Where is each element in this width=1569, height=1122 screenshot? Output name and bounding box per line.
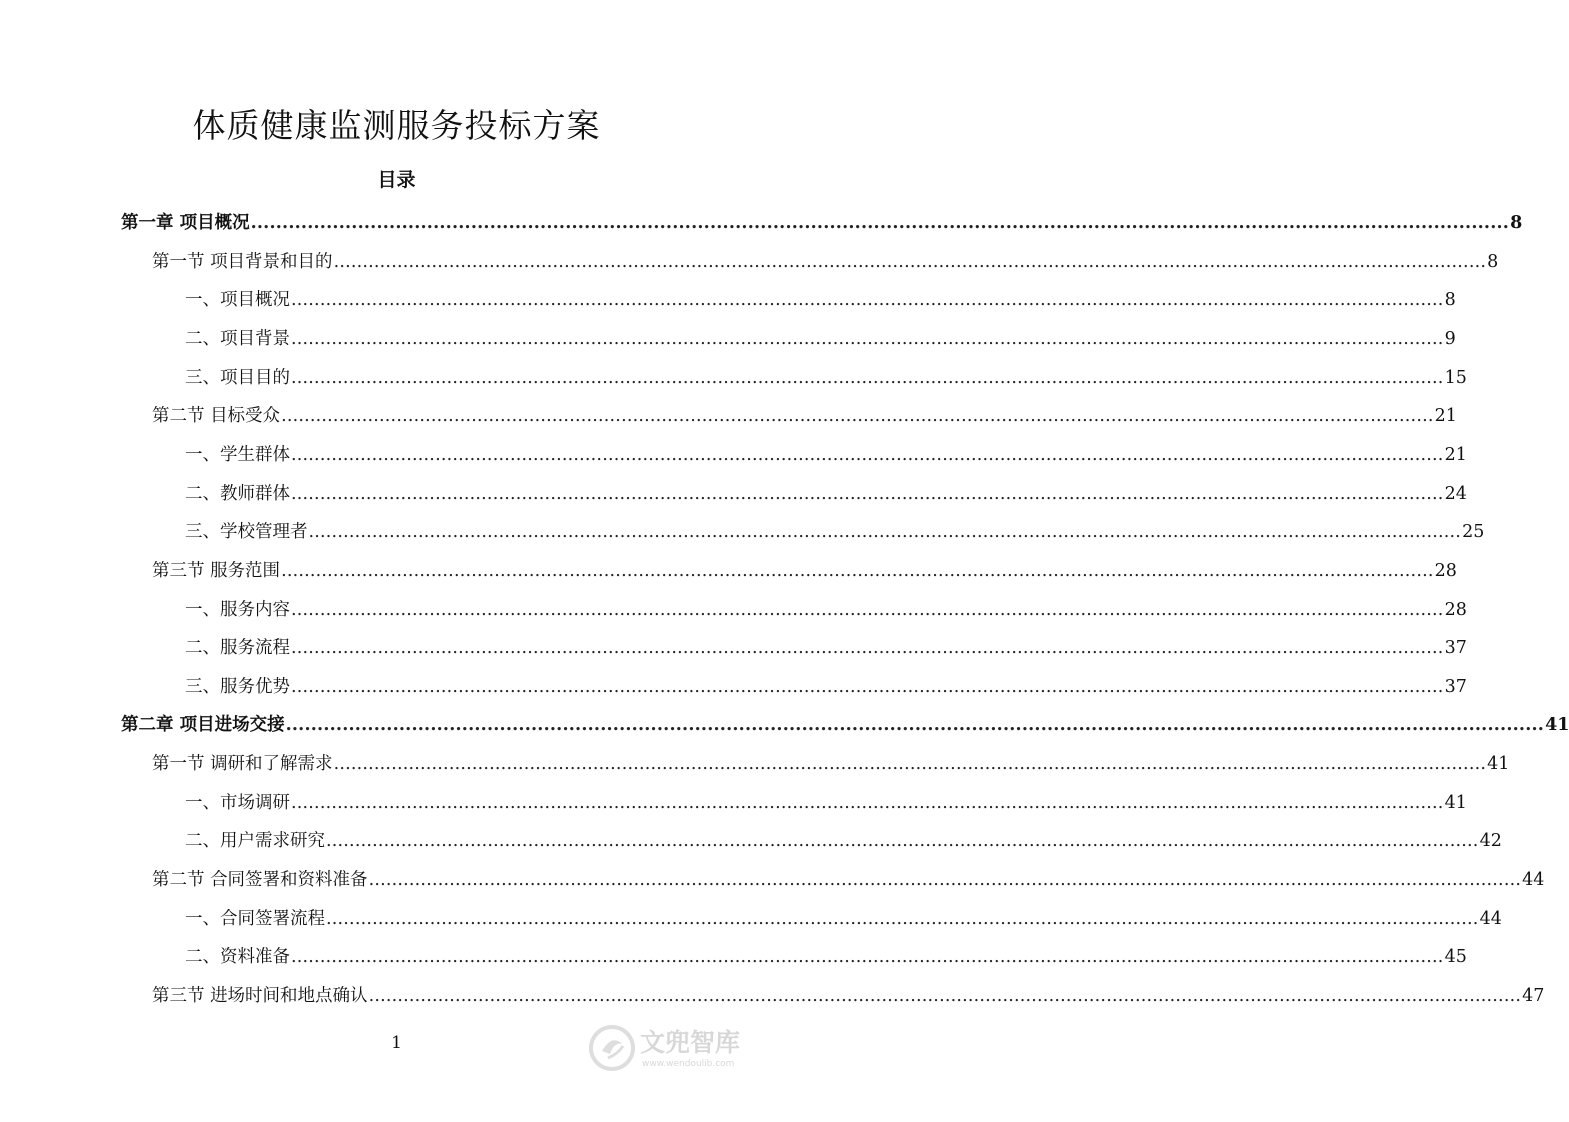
toc-entry-page: 41 (1444, 792, 1467, 813)
toc-dot-leader: ........................................................................................................................................................................................................ (291, 444, 1444, 465)
toc-entry-label: 第三节 进场时间和地点确认 (152, 986, 368, 1006)
toc-entry-page: 8 (1444, 290, 1456, 311)
toc-subsection-entry[interactable] (185, 669, 1467, 705)
toc-section-entry[interactable] (152, 978, 1545, 1014)
toc-entry-page: 44 (1479, 908, 1502, 929)
page-number: 1 (391, 1033, 402, 1053)
toc-entry-label: 第一节 项目背景和目的 (152, 251, 333, 272)
toc-dot-leader: ........................................................................................................................................................................................................ (291, 367, 1444, 388)
toc-dot-leader: ........................................................................................................................................................................................................ (291, 599, 1444, 620)
toc-subsection-entry[interactable] (185, 282, 1456, 318)
toc-entry-page: 15 (1444, 367, 1467, 388)
toc-section-entry[interactable] (152, 553, 1457, 589)
document-title: 体质健康监测服务投标方案 (192, 106, 601, 145)
toc-entry-label: 一、合同签署流程 (185, 908, 325, 929)
toc-dot-leader: ........................................................................................................................................................................................................ (281, 560, 1434, 581)
toc-dot-leader: ........................................................................................................................................................................................................ (291, 328, 1444, 349)
toc-entry-label: 二、资料准备 (185, 947, 290, 968)
watermark (588, 1024, 758, 1074)
toc-entry-page: 25 (1462, 522, 1485, 543)
toc-entry-page: 21 (1444, 444, 1467, 465)
toc-entry-page: 8 (1487, 251, 1499, 272)
toc-dot-leader: ........................................................................................................................................................................................................ (326, 908, 1479, 929)
toc-subsection-entry[interactable] (185, 437, 1467, 473)
toc-dot-leader: ........................................................................................................................................................................................................ (291, 792, 1444, 813)
toc-subsection-entry[interactable] (185, 360, 1467, 396)
toc-subsection-entry[interactable] (185, 901, 1502, 937)
toc-subsection-entry[interactable] (185, 321, 1456, 357)
toc-entry-page: 9 (1444, 328, 1456, 349)
toc-entry-label: 二、项目背景 (185, 328, 290, 349)
toc-entry-page: 28 (1434, 560, 1457, 581)
toc-entry-label: 一、学生群体 (185, 444, 290, 465)
toc-dot-leader: ........................................................................................................................................................................................................ (291, 290, 1444, 311)
toc-entry-label: 二、用户需求研究 (185, 831, 325, 852)
toc-dot-leader: ........................................................................................................................................................................................................ (326, 831, 1479, 852)
toc-section-entry[interactable] (152, 398, 1457, 434)
toc-entry-page: 45 (1444, 947, 1467, 968)
toc-entry-page: 24 (1444, 483, 1467, 504)
toc-entry-page: 41 (1487, 754, 1510, 775)
toc-dot-leader: ........................................................................................................................................................................................................ (368, 986, 1522, 1006)
wendou-logo-icon (588, 1024, 636, 1072)
toc-entry-label: 三、项目目的 (185, 367, 290, 388)
toc-dot-leader: ........................................................................................................................................................................................................ (281, 406, 1434, 427)
toc-dot-leader: ........................................................................................................................................................................................................ (368, 870, 1522, 891)
toc-subsection-entry[interactable] (185, 939, 1467, 975)
toc-entry-label: 二、教师群体 (185, 483, 290, 504)
toc-entry-label: 第一节 调研和了解需求 (152, 754, 333, 775)
toc-entry-label: 第三节 服务范围 (152, 560, 281, 581)
toc-dot-leader: ........................................................................................................................................................................................................ (291, 947, 1444, 968)
toc-entry-page: 21 (1434, 406, 1457, 427)
toc-entry-label: 第二节 合同签署和资料准备 (152, 870, 368, 891)
toc-entry-page: 37 (1444, 676, 1467, 697)
toc-section-entry[interactable] (152, 244, 1499, 280)
toc-subsection-entry[interactable] (185, 785, 1467, 821)
toc-entry-page: 41 (1545, 715, 1569, 736)
toc-subsection-entry[interactable] (185, 476, 1467, 512)
toc-subsection-entry[interactable] (185, 592, 1467, 628)
toc-dot-leader: ........................................................................................................................................................................................................ (308, 522, 1462, 543)
toc-dot-leader: ........................................................................................................................................................................................................ (291, 638, 1444, 659)
toc-dot-leader: ........................................................................................................................................................................................................ (285, 715, 1545, 736)
toc-heading: 目录 (377, 169, 416, 191)
toc-entry-page: 44 (1522, 870, 1545, 891)
toc-entry-page: 28 (1444, 599, 1467, 620)
toc-dot-leader: ........................................................................................................................................................................................................ (291, 483, 1444, 504)
toc-entry-label: 一、服务内容 (185, 599, 290, 620)
toc-section-entry[interactable] (152, 862, 1545, 898)
toc-entry-label: 第二章 项目进场交接 (121, 715, 285, 736)
toc-dot-leader: ........................................................................................................................................................................................................ (291, 676, 1444, 697)
toc-entry-label: 第一章 项目概况 (121, 213, 250, 233)
toc-chapter-entry[interactable] (121, 707, 1569, 743)
toc-entry-label: 第二节 目标受众 (152, 406, 281, 427)
toc-entry-label: 三、学校管理者 (185, 522, 308, 543)
toc-entry-label: 三、服务优势 (185, 676, 290, 697)
toc-chapter-entry[interactable] (121, 205, 1523, 241)
toc-section-entry[interactable] (152, 746, 1510, 782)
toc-subsection-entry[interactable] (185, 823, 1502, 859)
toc-entry-page: 37 (1444, 638, 1467, 659)
toc-entry-page: 8 (1510, 213, 1523, 233)
toc-subsection-entry[interactable] (185, 514, 1485, 550)
toc-dot-leader: ........................................................................................................................................................................................................ (333, 754, 1487, 775)
toc-dot-leader: ........................................................................................................................................................................................................ (333, 251, 1487, 272)
watermark-url: www.wendoulib.com (642, 1059, 735, 1069)
toc-entry-label: 一、市场调研 (185, 792, 290, 813)
toc-subsection-entry[interactable] (185, 630, 1467, 666)
toc-entry-page: 47 (1522, 986, 1545, 1006)
watermark-name: 文兜智库 (640, 1028, 741, 1057)
toc-dot-leader: ........................................................................................................................................................................................................ (250, 213, 1510, 233)
toc-entry-page: 42 (1479, 831, 1502, 852)
toc-entry-label: 二、服务流程 (185, 638, 290, 659)
toc-entry-label: 一、项目概况 (185, 290, 290, 311)
